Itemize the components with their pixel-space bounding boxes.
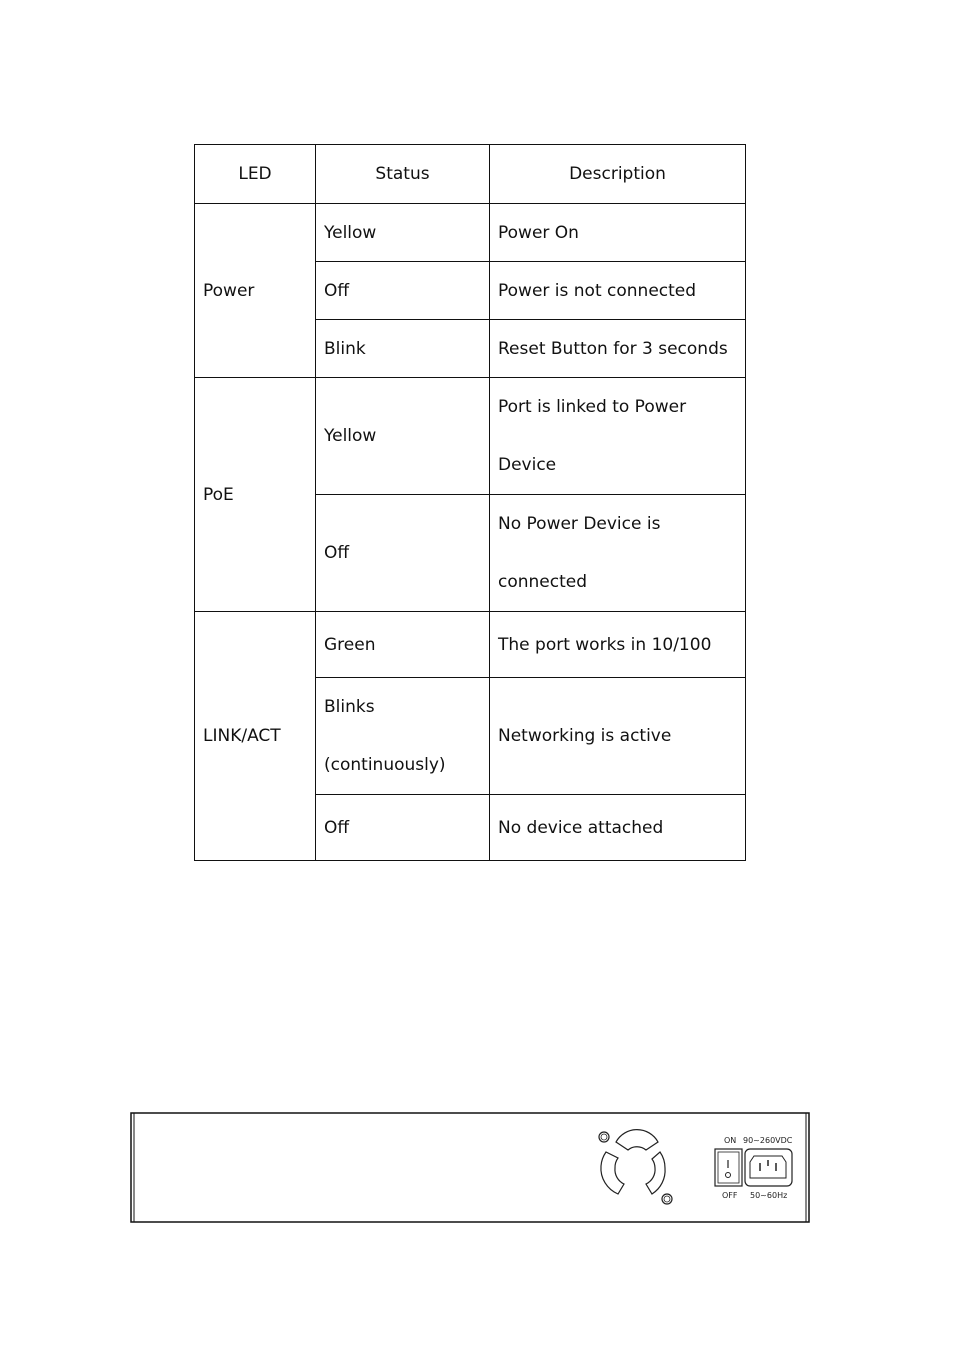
power-switch-icon: [715, 1149, 742, 1186]
panel-outline: [131, 1113, 809, 1222]
status-cell: [316, 678, 490, 795]
table-row: [195, 378, 746, 495]
status-line: Blinks: [324, 697, 375, 717]
description-cell: No device attached: [490, 795, 746, 861]
description-cell: The port works in 10/100: [490, 612, 746, 678]
led-link-act: LINK/ACT: [195, 612, 316, 861]
header-status: Status: [316, 145, 490, 204]
description-cell: Networking is active: [490, 678, 746, 795]
status-cell: Yellow: [316, 204, 490, 262]
led-power: Power: [195, 204, 316, 378]
status-line: (continuously): [324, 755, 446, 775]
status-cell: Off: [316, 495, 490, 612]
description-line: Port is linked to Power: [498, 397, 687, 417]
led-poe: PoE: [195, 378, 316, 612]
table-header-row: [195, 145, 746, 204]
power-socket-icon: [745, 1149, 792, 1186]
header-led: LED: [195, 145, 316, 204]
switch-on-label: ON: [724, 1136, 737, 1145]
status-cell: Green: [316, 612, 490, 678]
status-cell: Off: [316, 795, 490, 861]
led-status-table: [194, 144, 746, 861]
status-cell: Off: [316, 262, 490, 320]
status-cell: Yellow: [316, 378, 490, 495]
description-line: No Power Device is: [498, 514, 661, 534]
description-line: connected: [498, 572, 588, 592]
header-description: Description: [490, 145, 746, 204]
voltage-label: 90~260VDC: [743, 1136, 793, 1145]
status-cell: Blink: [316, 320, 490, 378]
description-cell: Reset Button for 3 seconds: [490, 320, 746, 378]
frequency-label: 50~60Hz: [750, 1191, 788, 1200]
description-cell: Power On: [490, 204, 746, 262]
table-row: [195, 204, 746, 262]
description-cell: Power is not connected: [490, 262, 746, 320]
table-row: [195, 612, 746, 678]
description-line: Device: [498, 455, 557, 475]
description-cell: [490, 495, 746, 612]
description-cell: [490, 378, 746, 495]
switch-off-label: OFF: [722, 1191, 738, 1200]
rear-panel-diagram: [130, 1112, 810, 1223]
